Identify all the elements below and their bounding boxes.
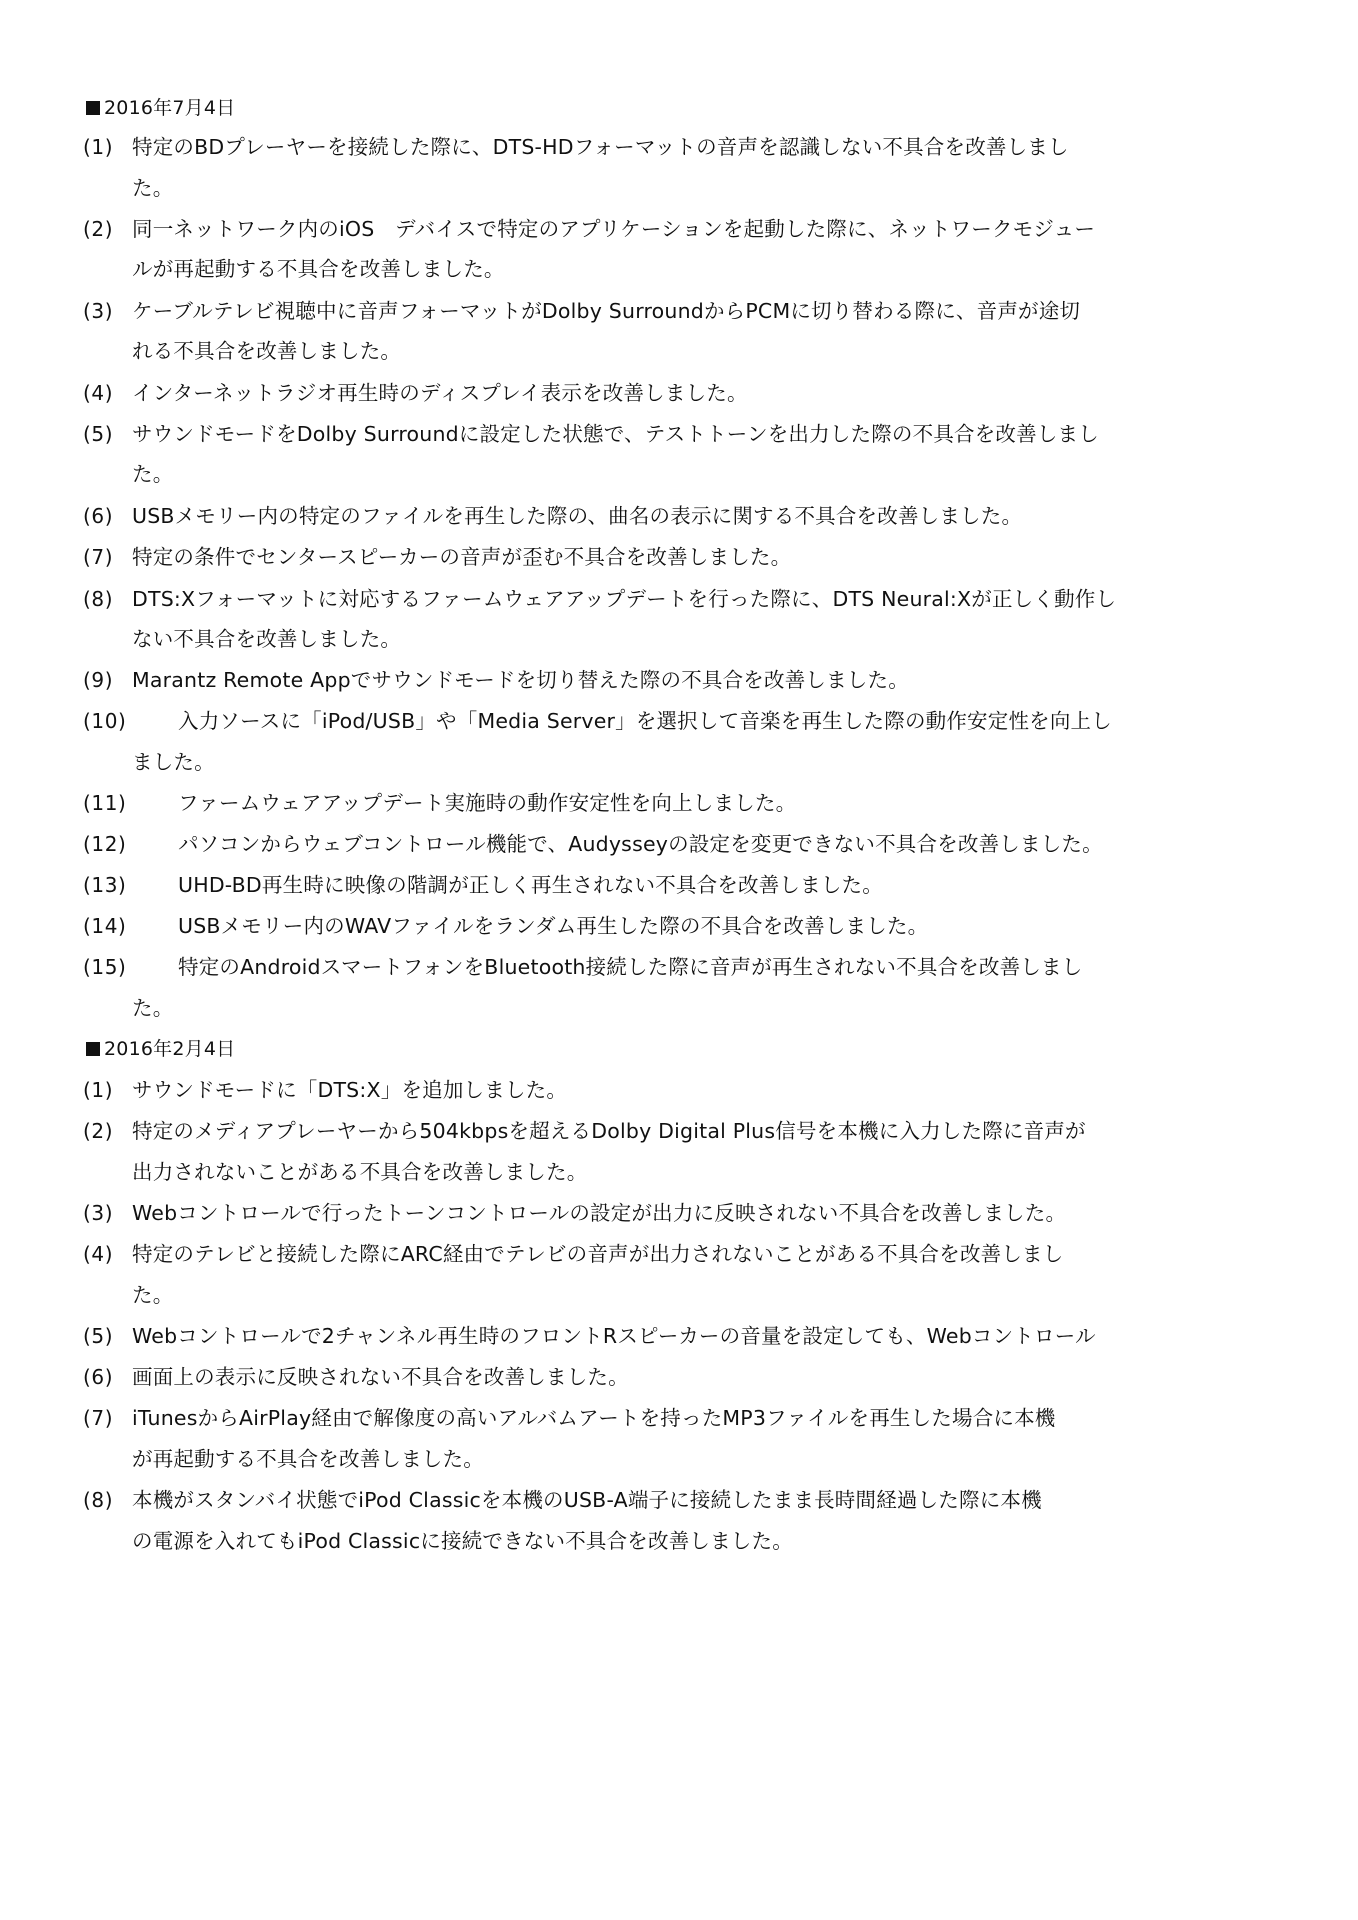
section-date: 2016年2月4日 [104, 1038, 236, 1060]
item-number: (7) [83, 1406, 114, 1430]
item-number: (14) [83, 914, 127, 938]
item-number: (15) [83, 955, 127, 979]
item-text: 特定のBDプレーヤーを接続した際に、DTS-HDフォーマットの音声を認識しない不具合を改善しまし [132, 135, 1069, 159]
item-text-continued: の電源を入れてもiPod Classicに接続できない不具合を改善しました。 [132, 1529, 793, 1553]
black-square-icon [86, 1042, 100, 1056]
item-text: Webコントロールで2チャンネル再生時のフロントRスピーカーの音量を設定しても、Webコントロール [132, 1324, 1096, 1348]
item-text: DTS:Xフォーマットに対応するファームウェアアップデートを行った際に、DTS Neural:Xが正しく動作し [132, 587, 1117, 611]
item-number: (6) [83, 1365, 114, 1389]
item-number: (2) [83, 217, 114, 241]
item-number: (13) [83, 873, 127, 897]
item-text: USBメモリー内のWAVファイルをランダム再生した際の不具合を改善しました。 [178, 914, 929, 938]
item-number: (3) [83, 299, 114, 323]
item-number: (4) [83, 1242, 114, 1266]
item-text: サウンドモードをDolby Surroundに設定した状態で、テストトーンを出力した際の不具合を改善しまし [132, 422, 1099, 446]
item-text: パソコンからウェブコントロール機能で、Audysseyの設定を変更できない不具合を改善しました。 [178, 832, 1103, 856]
item-text: UHD-BD再生時に映像の階調が正しく再生されない不具合を改善しました。 [178, 873, 883, 897]
item-text-continued: 出力されないことがある不具合を改善しました。 [132, 1160, 588, 1184]
item-text-continued: た。 [132, 996, 174, 1020]
item-text-continued: が再起動する不具合を改善しました。 [132, 1447, 484, 1471]
item-text: 特定のメディアプレーヤーから504kbpsを超えるDolby Digital Plus信号を本機に入力した際に音声が [132, 1119, 1086, 1143]
item-text: USBメモリー内の特定のファイルを再生した際の、曲名の表示に関する不具合を改善しました。 [132, 504, 1023, 528]
item-text: ケーブルテレビ視聴中に音声フォーマットがDolby SurroundからPCMに切り替わる際に、音声が途切 [132, 299, 1081, 323]
item-text: 入力ソースに「iPod/USB」や「Media Server」を選択して音楽を再生した際の動作安定性を向上し [178, 709, 1112, 733]
item-number: (9) [83, 668, 114, 692]
item-text: Marantz Remote Appでサウンドモードを切り替えた際の不具合を改善しました。 [132, 668, 909, 692]
item-text: ファームウェアアップデート実施時の動作安定性を向上しました。 [178, 791, 797, 815]
item-text: 本機がスタンバイ状態でiPod Classicを本機のUSB-A端子に接続したまま長時間経過した際に本機 [132, 1488, 1042, 1512]
item-text-continued: ルが再起動する不具合を改善しました。 [132, 257, 505, 281]
item-text: Webコントロールで行ったトーンコントロールの設定が出力に反映されない不具合を改善しました。 [132, 1201, 1067, 1225]
item-number: (2) [83, 1119, 114, 1143]
item-text: 画面上の表示に反映されない不具合を改善しました。 [132, 1365, 629, 1389]
item-text: iTunesからAirPlay経由で解像度の高いアルバムアートを持ったMP3ファイルを再生した場合に本機 [132, 1406, 1056, 1430]
item-number: (12) [83, 832, 127, 856]
item-number: (10) [83, 709, 127, 733]
item-text-continued: ました。 [132, 750, 215, 774]
item-number: (8) [83, 587, 114, 611]
section-heading-2016-02-04 [86, 1037, 235, 1061]
item-number: (8) [83, 1488, 114, 1512]
item-number: (1) [83, 135, 114, 159]
item-text-continued: た。 [132, 1283, 174, 1307]
item-number: (1) [83, 1078, 114, 1102]
item-text-continued: ない不具合を改善しました。 [132, 627, 402, 651]
item-number: (4) [83, 381, 114, 405]
item-number: (5) [83, 1324, 114, 1348]
item-text: 同一ネットワーク内のiOS デバイスで特定のアプリケーションを起動した際に、ネットワークモジュー [132, 217, 1096, 241]
item-text-continued: た。 [132, 462, 174, 486]
section-date: 2016年7月4日 [104, 97, 236, 119]
item-number: (3) [83, 1201, 114, 1225]
item-text: 特定のテレビと接続した際にARC経由でテレビの音声が出力されないことがある不具合を改善しまし [132, 1242, 1064, 1266]
black-square-icon [86, 101, 100, 115]
item-text: 特定の条件でセンタースピーカーの音声が歪む不具合を改善しました。 [132, 545, 792, 569]
item-number: (6) [83, 504, 114, 528]
item-text-continued: た。 [132, 176, 174, 200]
item-text: 特定のAndroidスマートフォンをBluetooth接続した際に音声が再生されない不具合を改善しまし [178, 955, 1083, 979]
section-heading-2016-07-04 [86, 96, 235, 120]
item-text: インターネットラジオ再生時のディスプレイ表示を改善しました。 [132, 381, 748, 405]
item-text: サウンドモードに「DTS:X」を追加しました。 [132, 1078, 568, 1102]
item-number: (7) [83, 545, 114, 569]
item-number: (11) [83, 791, 127, 815]
item-number: (5) [83, 422, 114, 446]
item-text-continued: れる不具合を改善しました。 [132, 339, 402, 363]
